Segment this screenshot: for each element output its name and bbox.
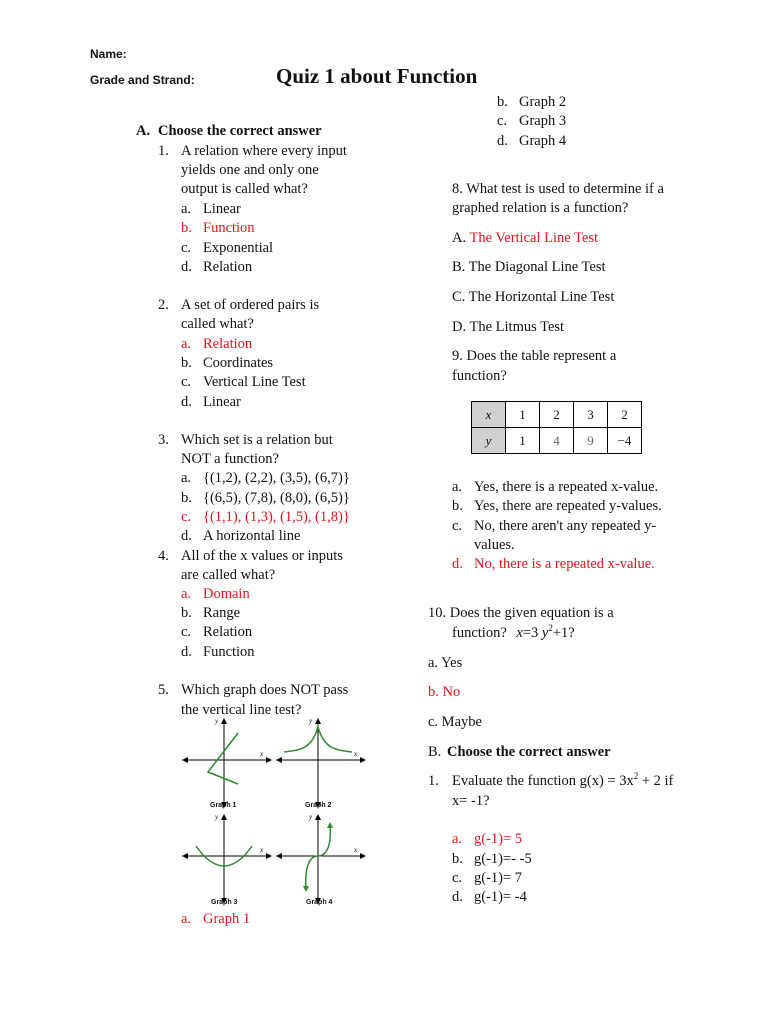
q10-option-a: a. Yes: [428, 655, 463, 671]
q2-option-a-answer: Relation: [203, 336, 253, 352]
eq-x: x: [516, 625, 523, 641]
grade-strand-label: Grade and Strand:: [90, 73, 195, 87]
q8-option-a-answer: The Vertical Line Test: [469, 230, 598, 246]
q3-text-line: NOT a function?: [181, 451, 279, 467]
eq-equals: =3: [522, 625, 539, 641]
q5-option-c: Graph 3: [519, 113, 567, 129]
b-q1-option-letter: a.: [452, 831, 463, 847]
graph-3-y-label: y: [215, 814, 219, 821]
graph-4: [272, 814, 366, 908]
q5-option-a-answer: Graph 1: [203, 911, 251, 927]
q4-option-letter: b.: [181, 605, 192, 621]
q2-option-c: Vertical Line Test: [203, 374, 306, 390]
q8-option-d: [452, 319, 564, 336]
q4-text-line: are called what?: [181, 567, 276, 583]
q3-option-letter: a.: [181, 470, 192, 486]
q8-option-text: The Diagonal Line Test: [468, 259, 606, 275]
table-cell: −4: [608, 428, 642, 454]
q3-option-d: A horizontal line: [203, 528, 301, 544]
q1-option-letter: a.: [181, 201, 192, 217]
q4-option-letter: d.: [181, 644, 192, 660]
section-a-heading: Choose the correct answer: [158, 123, 322, 139]
q3-option-letter: b.: [181, 490, 192, 506]
q3-option-letter: c.: [181, 509, 192, 525]
q9-option-letter: b.: [452, 498, 463, 514]
q9-option-letter: a.: [452, 479, 463, 495]
graph-1: [178, 718, 272, 812]
b-q1-option-d: g(-1)= -4: [474, 889, 527, 905]
q9-text-line: 9. Does the table represent a: [452, 348, 617, 364]
q2-option-letter: a.: [181, 336, 192, 352]
q4-option-letter: c.: [181, 624, 192, 640]
q9-option-letter: c.: [452, 518, 463, 534]
q2-option-letter: b.: [181, 355, 192, 371]
b-q1-option-letter: d.: [452, 889, 463, 905]
b-q1-exponent: 2: [633, 771, 639, 781]
table-cell: 2: [540, 402, 574, 428]
q2-text-line: called what?: [181, 316, 254, 332]
q8-option-a: [452, 230, 598, 247]
graph-4-x-label: x: [354, 846, 358, 854]
b-q1-number: 1.: [428, 773, 439, 789]
q10-text-line: 10. Does the given equation is a: [428, 605, 614, 621]
q1-option-b-answer: Function: [203, 220, 255, 236]
table-cell: 4: [540, 428, 574, 454]
q1-text-line: yields one and only one: [181, 162, 319, 178]
b-q1-post: + 2 if: [638, 773, 674, 789]
q10-qmark: ?: [568, 625, 575, 641]
q4-option-b: Range: [203, 605, 241, 621]
q1-number: 1.: [158, 143, 169, 159]
q5-option-letter: c.: [497, 113, 508, 129]
section-b-heading: Choose the correct answer: [447, 744, 611, 760]
q10-text-line-2: [452, 625, 575, 642]
table-header-x: x: [472, 402, 506, 428]
graph-2: [272, 718, 366, 812]
eq-exponent: 2: [548, 623, 553, 633]
b-q1-option-letter: c.: [452, 870, 463, 886]
q5-number: 5.: [158, 682, 169, 698]
table-row-x: [472, 402, 642, 428]
q4-text-line: All of the x values or inputs: [181, 548, 343, 564]
graph-2-y-label: y: [309, 718, 313, 725]
name-label: Name:: [90, 47, 127, 61]
q2-option-letter: d.: [181, 394, 192, 410]
table-cell: 1: [506, 402, 540, 428]
q4-number: 4.: [158, 548, 169, 564]
graph-4-label: Graph 4: [306, 899, 333, 906]
b-q1-option-c: g(-1)= 7: [474, 870, 523, 886]
q1-text-line: A relation where every input: [181, 143, 347, 159]
graph-2-x-label: x: [354, 750, 358, 758]
graph-3-x-label: x: [260, 846, 264, 854]
table-header-y: y: [472, 428, 506, 454]
q10-option-b-answer: b. No: [428, 684, 461, 700]
q10-option-c: c. Maybe: [428, 714, 482, 730]
q8-option-b: [452, 259, 606, 276]
eq-y: y: [541, 625, 549, 641]
table-cell: 9: [574, 428, 608, 454]
graph-1-label: Graph 1: [210, 802, 237, 809]
q9-option-b: Yes, there are repeated y-values.: [474, 498, 662, 514]
q3-option-a: {(1,2), (2,2), (3,5), (6,7)}: [203, 470, 350, 486]
q8-option-c: [452, 289, 614, 306]
q4-option-c: Relation: [203, 624, 253, 640]
eq-tail: +1: [552, 625, 569, 641]
q1-option-c: Exponential: [203, 240, 274, 256]
q9-option-d-answer: No, there is a repeated x-value.: [474, 556, 655, 572]
page-title: Quiz 1 about Function: [276, 64, 478, 88]
q2-text-line: A set of ordered pairs is: [181, 297, 320, 313]
q9-text-line: function?: [452, 368, 507, 384]
q9-option-c-cont: values.: [474, 537, 515, 553]
q5-option-letter: a.: [181, 911, 192, 927]
q5-option-b: Graph 2: [519, 94, 567, 110]
function-table: [471, 401, 642, 454]
table-cell: 1: [506, 428, 540, 454]
graph-1-x-label: x: [260, 750, 264, 758]
table-cell: 3: [574, 402, 608, 428]
q1-option-letter: d.: [181, 259, 192, 275]
q10-text: function?: [452, 625, 507, 641]
q5-option-letter: d.: [497, 133, 508, 149]
q3-number: 3.: [158, 432, 169, 448]
graph-3: [178, 814, 272, 908]
q5-text-line: the vertical line test?: [181, 702, 302, 718]
q8-text-line: graphed relation is a function?: [452, 200, 629, 216]
q8-option-letter: B.: [452, 259, 466, 275]
q2-option-letter: c.: [181, 374, 192, 390]
q8-option-text: The Litmus Test: [469, 319, 565, 335]
table-row-y: [472, 428, 642, 454]
q8-option-letter: D.: [452, 319, 467, 335]
graph-2-label: Graph 2: [305, 802, 332, 809]
section-b-letter: B.: [428, 744, 442, 760]
graph-3-label: Graph 3: [211, 899, 238, 906]
graph-1-y-label: y: [215, 718, 219, 725]
q1-option-d: Relation: [203, 259, 253, 275]
table-cell: 2: [608, 402, 642, 428]
b-q1-option-letter: b.: [452, 851, 463, 867]
q2-option-d: Linear: [203, 394, 241, 410]
q2-number: 2.: [158, 297, 169, 313]
q5-option-letter: b.: [497, 94, 508, 110]
q3-text-line: Which set is a relation but: [181, 432, 333, 448]
q5-text-line: Which graph does NOT pass: [181, 682, 349, 698]
q8-text-line: 8. What test is used to determine if a: [452, 181, 664, 197]
b-q1-text-line-2: x= -1?: [452, 793, 490, 809]
q4-option-a-answer: Domain: [203, 586, 250, 602]
q3-option-c-answer: {(1,1), (1,3), (1,5), (1,8)}: [203, 509, 350, 525]
q8-option-text: The Horizontal Line Test: [468, 289, 615, 305]
q9-option-a: Yes, there is a repeated x-value.: [474, 479, 659, 495]
q8-option-letter: A.: [452, 230, 467, 246]
b-q1-option-a-answer: g(-1)= 5: [474, 831, 523, 847]
b-q1-option-b: g(-1)=- -5: [474, 851, 532, 867]
q4-option-letter: a.: [181, 586, 192, 602]
b-q1-text: [452, 773, 673, 790]
q2-option-b: Coordinates: [203, 355, 274, 371]
q4-option-d: Function: [203, 644, 255, 660]
q5-option-d: Graph 4: [519, 133, 567, 149]
q9-option-c: No, there aren't any repeated y-: [474, 518, 657, 534]
q8-option-letter: C.: [452, 289, 466, 305]
graph-4-y-label: y: [309, 814, 313, 821]
q3-option-b: {(6,5), (7,8), (8,0), (6,5)}: [203, 490, 350, 506]
q3-option-letter: d.: [181, 528, 192, 544]
q1-option-a: Linear: [203, 201, 241, 217]
b-q1-pre: Evaluate the function g(x) = 3x: [452, 773, 634, 789]
q9-option-letter: d.: [452, 556, 463, 572]
q1-text-line: output is called what?: [181, 181, 308, 197]
q1-option-letter: b.: [181, 220, 192, 236]
section-a-letter: A.: [136, 123, 151, 139]
q10-equation: [516, 625, 568, 641]
q1-option-letter: c.: [181, 240, 192, 256]
